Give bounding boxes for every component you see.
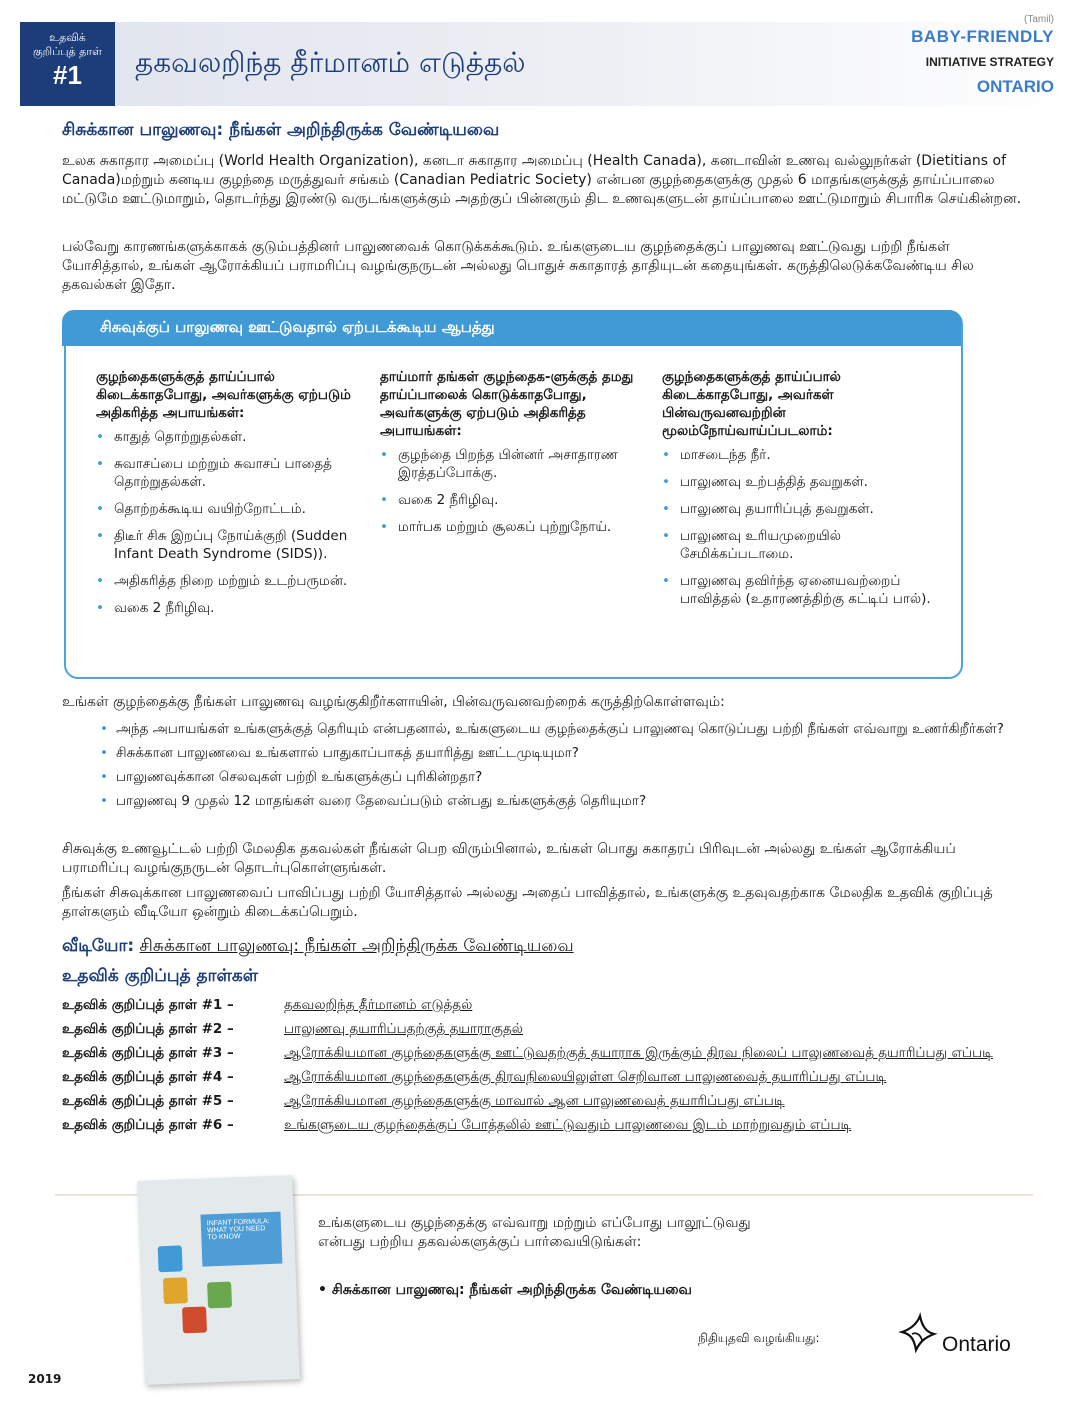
families-paragraph: பல்வேறு காரணங்களுக்காகக் குடும்பத்தினர் பாலுணவைக் கொடுக்கக்கூடும். உங்களுடைய குழந்தைக்குப் பாலுணவு ஊட்டுவது பற்றி நீங்கள் யோசித்தால், உங்கள் ஆரோக்கியப் பராமரிப்பு வழங்குநருடன் அல்லது பொதுச் சுகாதாரத் தாதியுடன் கதையுங்கள். கருத்திலெடுக்கவேண்டிய சில தகவல்கள் இதோ. <box>62 239 974 293</box>
list-item: • சிசுக்கான பாலுணவை உங்களால் பாதுகாப்பாகத் தயாரித்து ஊட்டமுடியுமா? <box>96 744 1016 763</box>
risk-column-3 <box>662 368 934 617</box>
booklet-cover-title: INFANT FORMULA: WHAT YOU NEED TO KNOW <box>200 1212 282 1267</box>
list-item: • பாலுணவுக்கான செலவுகள் பற்றி உங்களுக்குப் புரிகின்றதா? <box>96 768 1016 787</box>
questions-intro: உங்கள் குழந்தைக்கு நீங்கள் பாலுணவு வழங்குகிறீர்களாயின், பின்வருவனவற்றைக் கருத்திற்கொள்ளவும்: <box>62 694 725 710</box>
tip-sheet-link[interactable]: தகவலறிந்த தீர்மானம் எடுத்தல் <box>284 997 473 1013</box>
list-item: • வகை 2 நீரிழிவு. <box>96 599 368 617</box>
publication-year: 2019 <box>28 1372 62 1386</box>
funding-label: நிதியுதவி வழங்கியது: <box>698 1331 820 1345</box>
tip-sheet-link[interactable]: ஆரோக்கியமான குழந்தைகளுக்கு மாவால் ஆன பாலுணவைத் தயாரிப்பது எப்படி <box>284 1093 785 1109</box>
risk-column-heading: குழந்தைகளுக்குத் தாய்ப்பால் கிடைக்காதபோது, அவர்கள் பின்வருவனவற்றின் மூலம்நோய்வாய்ப்படலாம்: <box>662 369 841 439</box>
block-shape <box>182 1306 207 1333</box>
list-item: • மாசடைந்த நீர். <box>662 446 934 464</box>
tip-sheets-heading: உதவிக் குறிப்புத் தாள்கள் <box>62 966 259 986</box>
list-item: • அந்த அபாயங்கள் உங்களுக்குத் தெரியும் என்பதனால், உங்களுடைய குழந்தைக்குப் பாலுணவு கொடுப்பது பற்றி நீங்கள் எவ்வாறு உணர்கிறீர்கள்? <box>96 720 1016 739</box>
video-label: வீடியோ: <box>62 936 135 956</box>
block-shape <box>158 1245 183 1272</box>
tip-badge-line2: குறிப்புத் தாள் <box>32 45 103 58</box>
risk-list <box>380 446 652 536</box>
list-item: • காதுத் தொற்றுதல்கள். <box>96 428 368 446</box>
tip-sheet-row <box>62 1044 1032 1063</box>
brand-line1: BABY-FRIENDLY <box>911 27 1054 46</box>
tip-sheet-row <box>62 1020 1032 1039</box>
list-item: • திடீர் சிசு இறப்பு நோய்க்குறி (Sudden Infant Death Syndrome (SIDS)). <box>96 527 368 563</box>
tip-sheet-label: உதவிக் குறிப்புத் தாள் #4 – <box>62 1069 234 1085</box>
list-item: • வகை 2 நீரிழிவு. <box>380 491 652 509</box>
list-item: • குழந்தை பிறந்த பின்னர் அசாதாரண இரத்தப்போக்கு. <box>380 446 652 482</box>
tip-sheet-row <box>62 1068 1032 1087</box>
list-item: • அதிகரித்த நிறை மற்றும் உடற்பருமன். <box>96 572 368 590</box>
question-list <box>96 720 1016 816</box>
tip-sheet-label: உதவிக் குறிப்புத் தாள் #5 – <box>62 1093 234 1109</box>
booklet-cover-image <box>137 1175 300 1385</box>
tip-sheet-label: உதவிக் குறிப்புத் தாள் #2 – <box>62 1021 234 1037</box>
tip-sheet-row <box>62 996 1032 1015</box>
tip-sheet-label: உதவிக் குறிப்புத் தாள் #1 – <box>62 997 234 1013</box>
brand-line2: INITIATIVE STRATEGY <box>925 55 1054 69</box>
tip-sheet-label: உதவிக் குறிப்புத் தாள் #6 – <box>62 1117 234 1133</box>
video-link-line <box>62 936 574 958</box>
list-item: • பாலுணவு தவிர்ந்த ஏனையவற்றைப் பாவித்தல் (உதாரணத்திற்கு கட்டிப் பால்). <box>662 572 934 608</box>
list-item: • சுவாசப்பை மற்றும் சுவாசப் பாதைத் தொற்றுதல்கள். <box>96 455 368 491</box>
tip-sheet-link[interactable]: பாலுணவு தயாரிப்பதற்குத் தயாராகுதல் <box>284 1021 523 1037</box>
tip-badge-number: #1 <box>53 60 82 90</box>
brand-logo <box>911 14 1054 97</box>
block-shape <box>163 1277 188 1304</box>
risk-column-heading: குழந்தைகளுக்குத் தாய்ப்பால் கிடைக்காதபோது, அவர்களுக்கு ஏற்படும் அதிகரித்த அபாயங்கள்: <box>96 369 351 421</box>
risk-column-2 <box>380 368 652 545</box>
tip-sheet-label: உதவிக் குறிப்புத் தாள் #3 – <box>62 1045 234 1061</box>
resources-paragraph: நீங்கள் சிசுவுக்கான பாலுணவைப் பாவிப்பது பற்றி யோசித்தால் அல்லது அதைப் பாவித்தால், உங்களுக்கு உதவுவதற்காக மேலதிக உதவிக் குறிப்புத் தாள்களும் வீடியோ ஒன்றும் கிடைக்கப்பெறும். <box>62 885 993 920</box>
tip-badge-line1: உதவிக் <box>49 31 86 44</box>
promo-link[interactable]: • சிசுக்கான பாலுணவு: நீங்கள் அறிந்திருக்க வேண்டியவை <box>318 1282 692 1298</box>
tip-sheet-link[interactable]: ஆரோக்கியமான குழந்தைகளுக்கு ஊட்டுவதற்குத் தயாராக இருக்கும் திரவ நிலைப் பாலுணவைத் தயாரிப்பது எப்படி <box>284 1045 993 1061</box>
risk-list <box>96 428 368 617</box>
tip-sheet-link[interactable]: உங்களுடைய குழந்தைக்குப் போத்தலில் ஊட்டுவதும் பாலுணவை இடம் மாற்றுவதும் எப்படி <box>284 1117 852 1133</box>
list-item: • பாலுணவு தயாரிப்புத் தவறுகள். <box>662 500 934 518</box>
list-item: • மார்பக மற்றும் சூலகப் புற்றுநோய். <box>380 518 652 536</box>
ontario-wordmark: Ontario <box>942 1333 1011 1356</box>
list-item: • தொற்றக்கூடிய வயிற்றோட்டம். <box>96 500 368 518</box>
risk-column-1 <box>96 368 368 626</box>
page-title: தகவலறிந்த தீர்மானம் எடுத்தல் <box>135 46 526 79</box>
risk-column-heading: தாய்மார் தங்கள் குழந்தைக-ளுக்குத் தமது தாய்ப்பாலைக் கொடுக்காதபோது, அவர்களுக்கு ஏற்படும் அதிகரித்த அபாயங்கள்: <box>380 369 634 439</box>
tip-sheet-row <box>62 1116 1032 1135</box>
tip-sheet-row <box>62 1092 1032 1111</box>
promo-text: உங்களுடைய குழந்தைக்கு எவ்வாறு மற்றும் எப்போது பாலூட்டுவது என்பது பற்றிய தகவல்களுக்குப் பார்வையிடுங்கள்: <box>318 1215 751 1250</box>
list-item: • பாலுணவு உற்பத்தித் தவறுகள். <box>662 473 934 491</box>
risk-box-heading: சிசுவுக்குப் பாலுணவு ஊட்டுவதால் ஏற்படக்கூடிய ஆபத்து <box>100 318 495 336</box>
tip-sheet-badge <box>20 22 115 106</box>
language-tag: (Tamil) <box>1024 14 1054 25</box>
intro-paragraph: உலக சுகாதார அமைப்பு (World Health Organization), கனடா சுகாதார அமைப்பு (Health Canada), கனடாவின் உணவு வல்லுநர்கள் (Dietitians of Canada)மற்றும் கனடிய குழந்தை மருத்துவர் சங்கம் (Canadian Pediatric Society) என்பன குழந்தைகளுக்கு முதல் 6 மாதங்களுக்குத் தாய்ப்பாலை மட்டுமே ஊட்டுமாறும், தொடர்ந்து இரண்டு வருடங்களுக்கும் அதற்குப் பின்னரும் திட உணவுகளுடன் தாய்ப்பாலை ஊட்டுமாறும் சிபாரிசு செய்கின்றன. <box>62 153 1022 207</box>
contact-paragraph: சிசுவுக்கு உணவூட்டல் பற்றி மேலதிக தகவல்கள் நீங்கள் பெற விரும்பினால், உங்கள் பொது சுகாதரப் பிரிவுடன் அல்லது உங்கள் ஆரோக்கியப் பராமரிப்பு வழங்குநருடன் தொடர்புகொள்ளுங்கள். <box>62 841 956 876</box>
list-item: • பாலுணவு 9 முதல் 12 மாதங்கள் வரை தேவைப்படும் என்பது உங்களுக்குத் தெரியுமா? <box>96 792 1016 811</box>
risk-list <box>662 446 934 608</box>
tip-sheet-link[interactable]: ஆரோக்கியமான குழந்தைகளுக்கு திரவநிலையிலுள்ள செறிவான பாலுணவைத் தயாரிப்பது எப்படி <box>284 1069 887 1085</box>
tip-sheets-list <box>62 996 1032 1140</box>
risk-box-header <box>62 310 961 346</box>
block-shape <box>207 1282 232 1309</box>
list-item: • பாலுணவு உரியமுறையில் சேமிக்கப்படாமை. <box>662 527 934 563</box>
brand-line3: ONTARIO <box>976 77 1054 96</box>
section-heading: சிசுக்கான பாலுணவு: நீங்கள் அறிந்திருக்க வேண்டியவை <box>62 120 500 140</box>
video-link[interactable]: சிசுக்கான பாலுணவு: நீங்கள் அறிந்திருக்க வேண்டியவை <box>139 936 574 956</box>
